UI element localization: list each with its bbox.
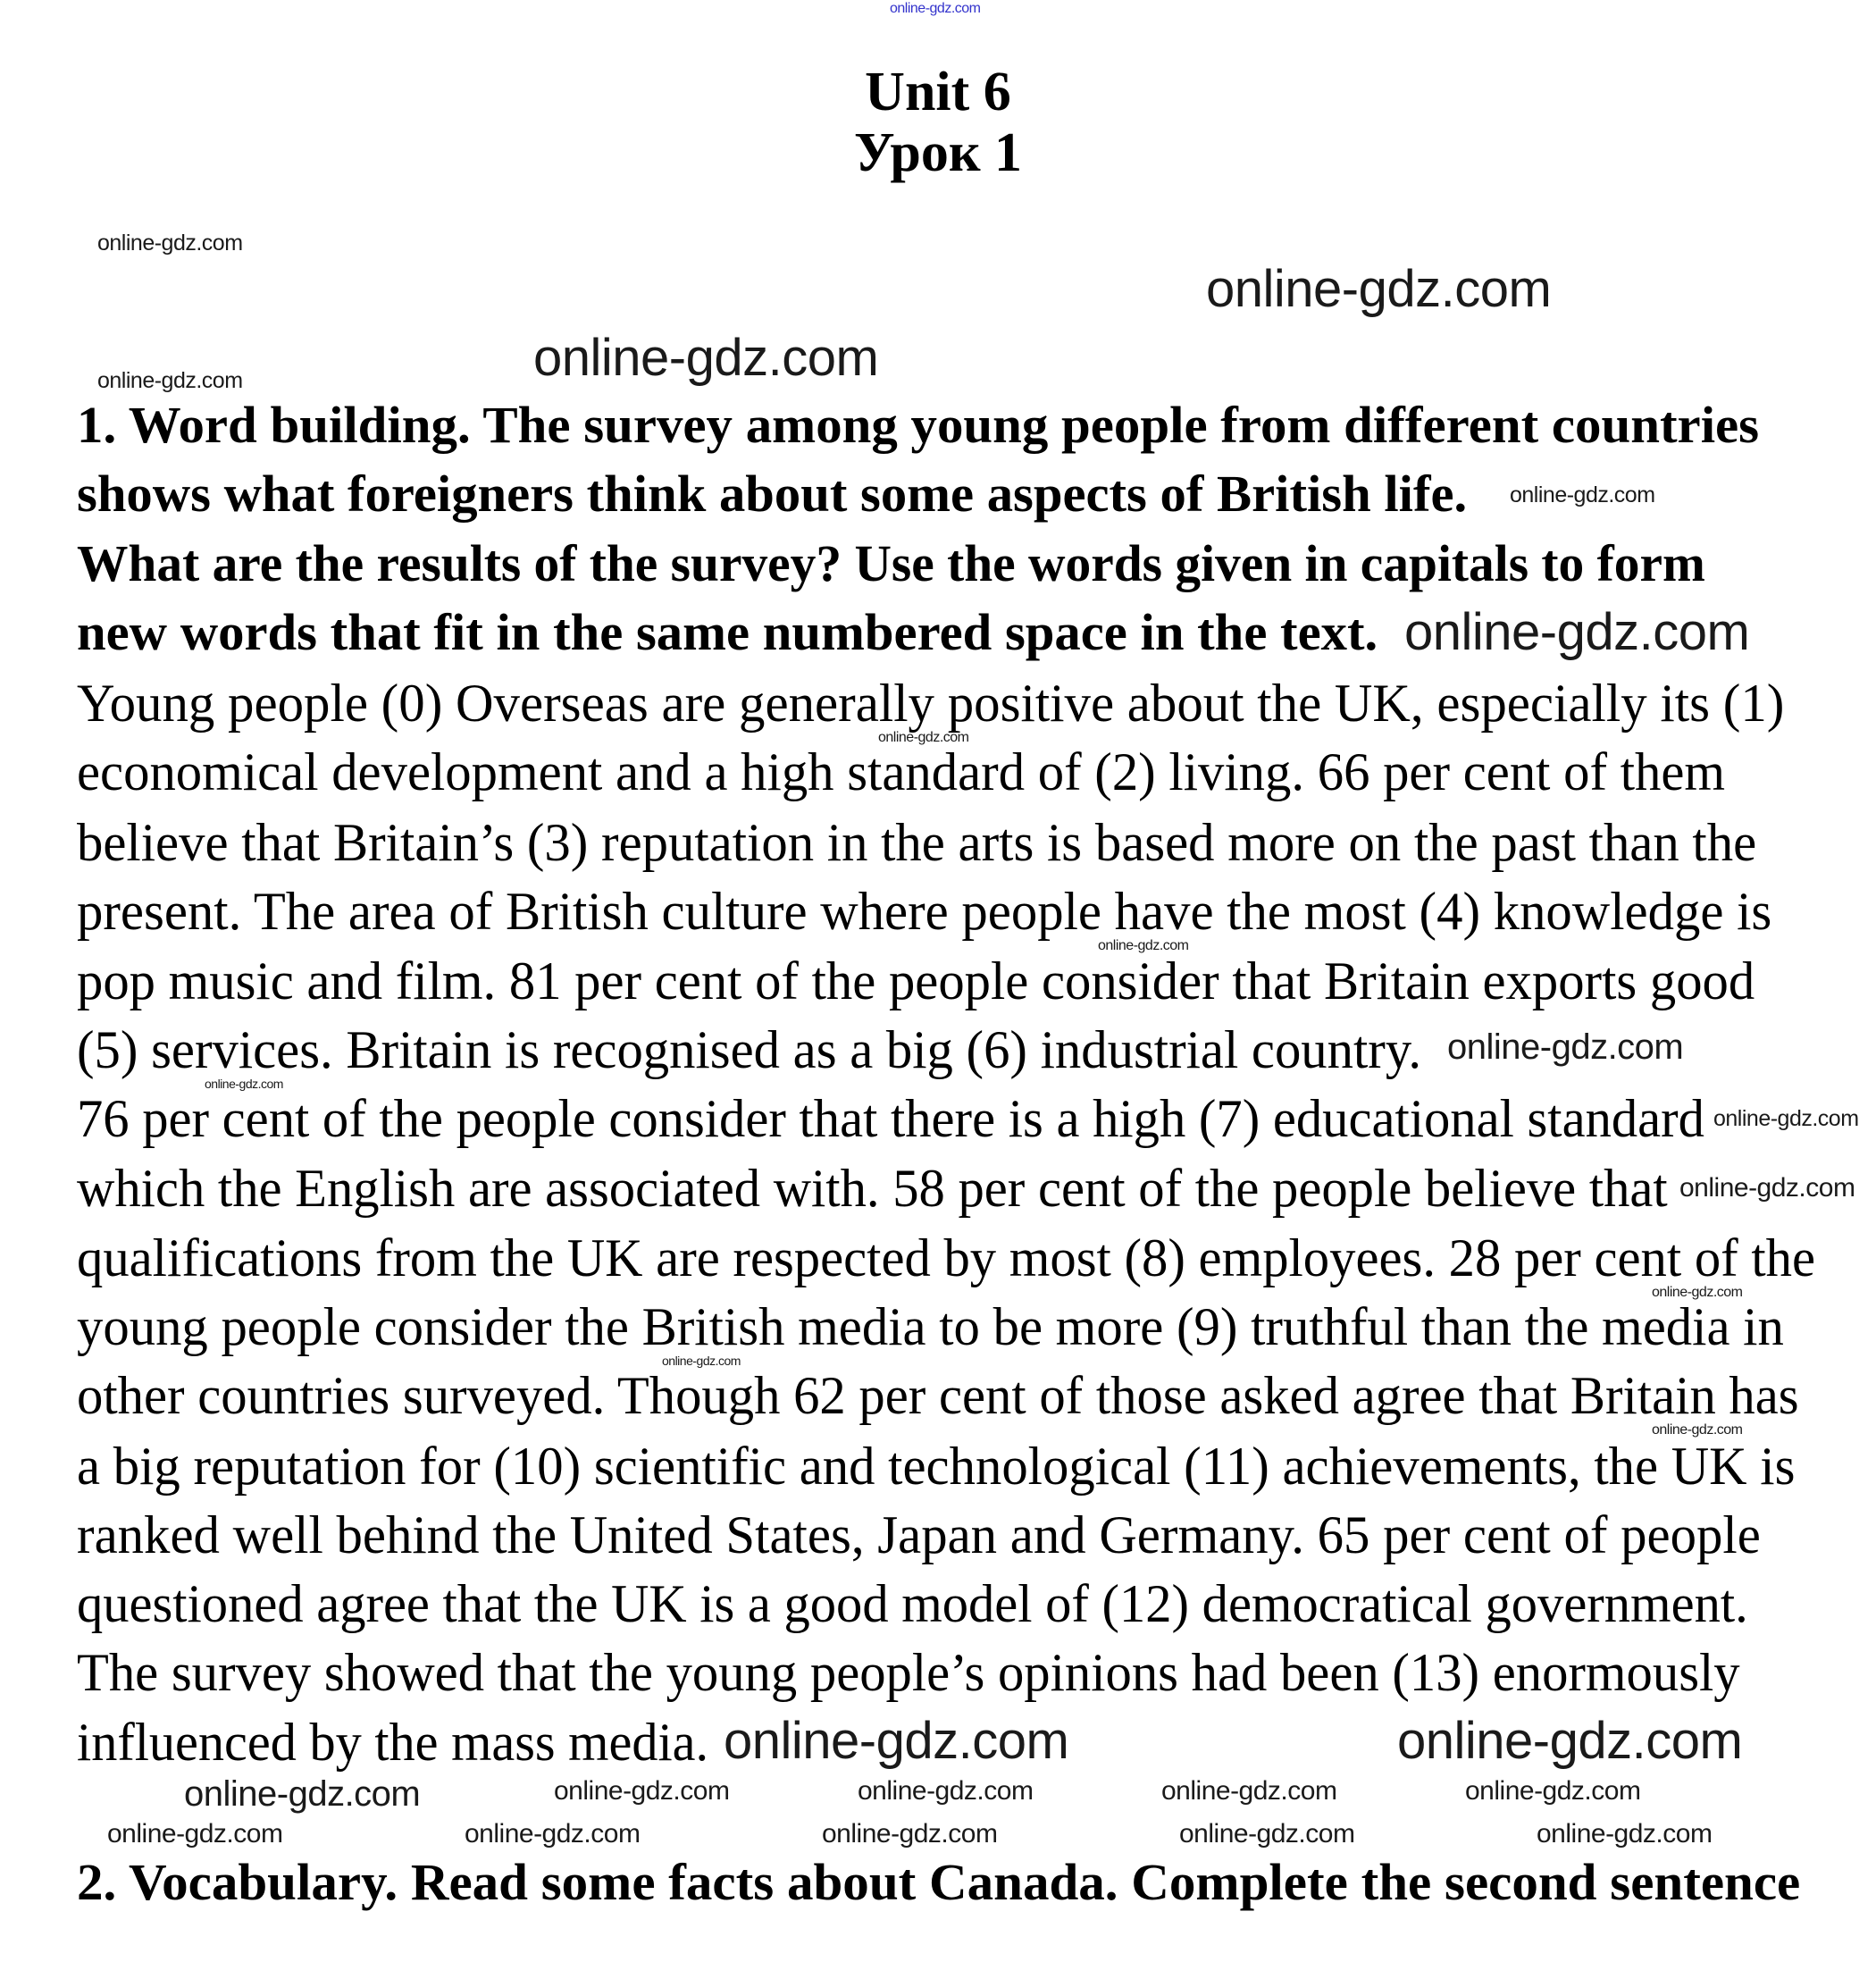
watermark: online-gdz.com [1465, 1776, 1641, 1806]
watermark: online-gdz.com [184, 1774, 421, 1814]
text-line: believe that Britain’s (3) reputation in the arts is based more on the past than the [77, 813, 1757, 872]
task1-heading-line: shows what foreigners think about some aspects of British life. [77, 465, 1468, 523]
task1-heading-line: new words that fit in the same numbered space in the text. [77, 603, 1378, 661]
text-line: which the English are associated with. 58 per cent of the people believe that [77, 1159, 1668, 1218]
text-line: other countries surveyed. Though 62 per cent of those asked agree that Britain has [77, 1366, 1799, 1425]
watermark: online-gdz.com [1404, 603, 1750, 661]
text-line: present. The area of British culture where people have the most (4) knowledge is [77, 882, 1772, 941]
watermark: online-gdz.com [878, 730, 969, 745]
text-line: Young people (0) Overseas are generally positive about the UK, especially its (1) [77, 674, 1785, 733]
text-line: 76 per cent of the people consider that there is a high (7) educational standard [77, 1089, 1704, 1148]
watermark: online-gdz.com [1397, 1712, 1743, 1770]
watermark: online-gdz.com [554, 1776, 730, 1806]
watermark: online-gdz.com [97, 231, 243, 256]
watermark: online-gdz.com [1679, 1173, 1855, 1203]
watermark: online-gdz.com [465, 1819, 641, 1849]
watermark: online-gdz.com [97, 368, 243, 393]
watermark: online-gdz.com [890, 1, 981, 16]
watermark: online-gdz.com [724, 1712, 1069, 1770]
watermark: online-gdz.com [1161, 1776, 1337, 1806]
text-line: The survey showed that the young people’s opinions had been (13) enormously [77, 1643, 1740, 1702]
lesson-title: Урок 1 [853, 122, 1023, 183]
watermark: online-gdz.com [1098, 938, 1189, 953]
task1-heading-line: 1. Word building. The survey among young people from different countries [77, 396, 1760, 454]
watermark: online-gdz.com [1652, 1285, 1743, 1300]
text-line: questioned agree that the UK is a good model of (12) democratical government. [77, 1574, 1748, 1633]
text-line: ranked well behind the United States, Japan and Germany. 65 per cent of people [77, 1505, 1761, 1564]
watermark: online-gdz.com [1447, 1027, 1684, 1067]
watermark: online-gdz.com [662, 1354, 741, 1368]
task2-heading: 2. Vocabulary. Read some facts about Canada. Complete the second sentence [77, 1853, 1801, 1911]
watermark: online-gdz.com [205, 1077, 283, 1091]
text-line: a big reputation for (10) scientific and technological (11) achievements, the UK is [77, 1437, 1796, 1496]
task1-heading-line: What are the results of the survey? Use the words given in capitals to form [77, 534, 1705, 592]
watermark: online-gdz.com [1713, 1106, 1859, 1131]
unit-title: Unit 6 [865, 62, 1011, 122]
text-line: young people consider the British media to be more (9) truthful than the media in [77, 1297, 1784, 1356]
watermark: online-gdz.com [1510, 482, 1655, 507]
text-line: qualifications from the UK are respected by most (8) employees. 28 per cent of the [77, 1228, 1815, 1287]
text-line: (5) services. Britain is recognised as a big (6) industrial country. [77, 1020, 1422, 1079]
watermark: online-gdz.com [822, 1819, 998, 1849]
watermark: online-gdz.com [533, 329, 879, 387]
text-line: economical development and a high standard of (2) living. 66 per cent of them [77, 742, 1726, 801]
watermark: online-gdz.com [1179, 1819, 1355, 1849]
watermark: online-gdz.com [1206, 260, 1552, 318]
watermark: online-gdz.com [1537, 1819, 1713, 1849]
text-line: pop music and film. 81 per cent of the people consider that Britain exports good [77, 952, 1755, 1010]
watermark: online-gdz.com [107, 1819, 283, 1849]
watermark: online-gdz.com [1652, 1422, 1743, 1438]
watermark: online-gdz.com [858, 1776, 1034, 1806]
text-line: influenced by the mass media. [77, 1713, 709, 1772]
